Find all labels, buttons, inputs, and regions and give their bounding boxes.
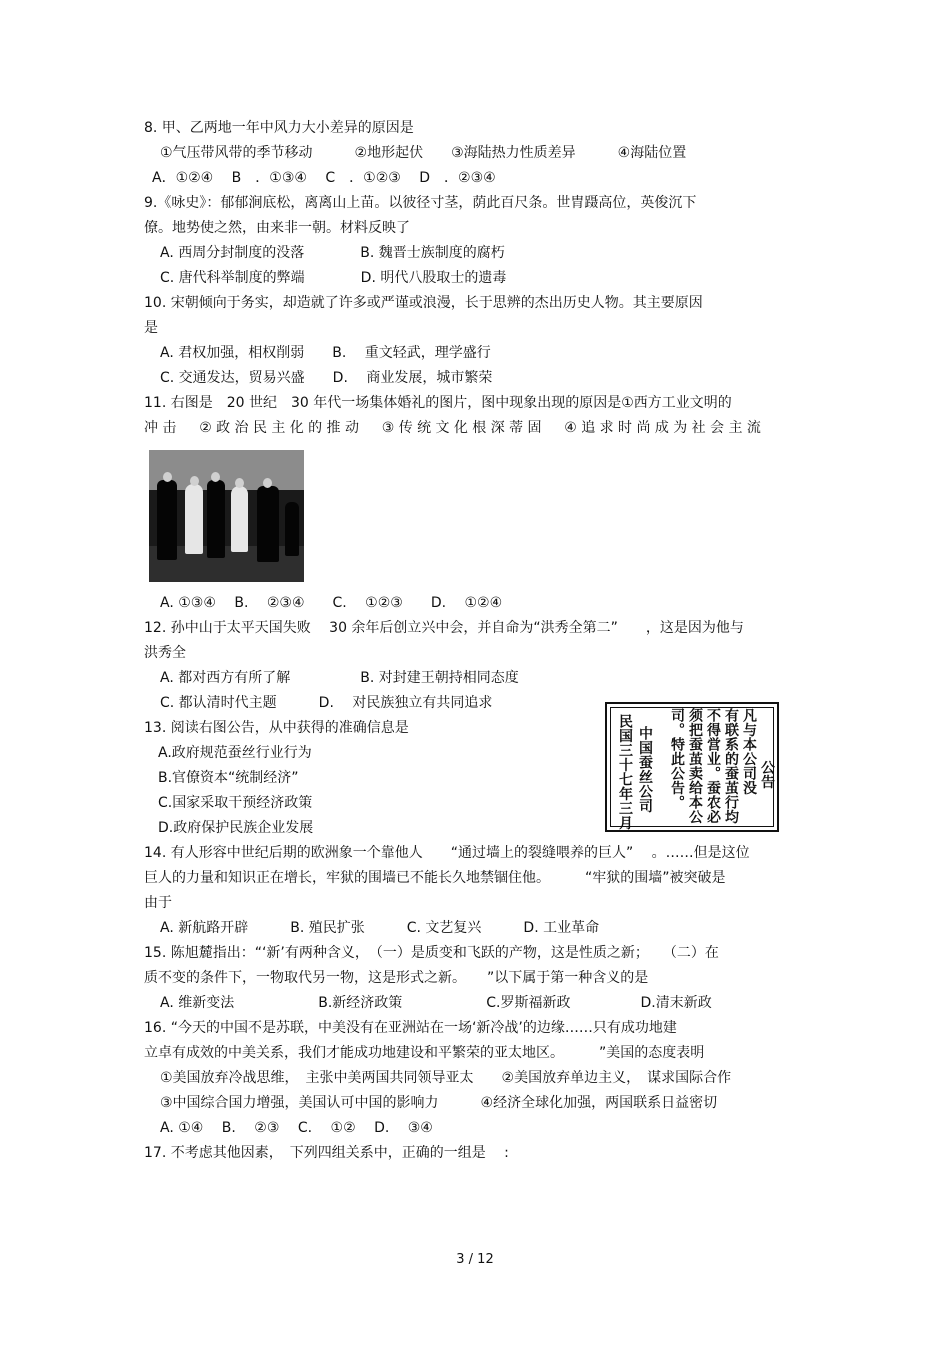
notice-issuer: 中国蚕丝公司 bbox=[637, 726, 653, 813]
question-10-options-cd: C. 交通发达，贸易兴盛 D. 商业发展，城市繁荣 bbox=[160, 370, 493, 386]
question-14-options: A. 新航路开辟 B. 殖民扩张 C. 文艺复兴 D. 工业革命 bbox=[160, 920, 600, 936]
question-11-stem-line2: 冲击 ②政治民主化的推动 ③传统文化根深蒂固 ④追求时尚成为社会主流 bbox=[144, 420, 766, 436]
page-number: 3 / 12 bbox=[456, 1252, 494, 1267]
question-15-options: A. 维新变法 B.新经济政策 C.罗斯福新政 D.清末新政 bbox=[160, 995, 712, 1011]
question-16-stem-line2: 立卓有成效的中美关系，我们才能成功地建设和平繁荣的亚太地区。 ”美国的态度表明 bbox=[144, 1045, 705, 1061]
notice-text-col5: 司。特此公告。 bbox=[669, 708, 685, 810]
question-16-statements-12: ①美国放弃冷战思维， 主张中美两国共同领导亚太 ②美国放弃单边主义， 谋求国际合作 bbox=[160, 1070, 732, 1086]
notice-text-col2: 有联系的蚕茧行均 bbox=[723, 708, 739, 824]
question-8-stem: 8. 甲、乙两地一年中风力大小差异的原因是 bbox=[144, 120, 414, 136]
question-9-stem-line2: 僚。地势使之然，由来非一朝。材料反映了 bbox=[144, 220, 410, 236]
question-10-stem-line2: 是 bbox=[144, 320, 158, 336]
question-11-options: A. ①③④ B. ②③④ C. ①②③ D. ①②④ bbox=[160, 595, 503, 611]
silk-company-notice bbox=[605, 702, 779, 832]
question-14-stem-line3: 由于 bbox=[144, 895, 172, 911]
question-8-options: A．①②④ B ．①③④ C ．①②③ D ．②③④ bbox=[152, 170, 496, 186]
question-15-stem-line1: 15. 陈旭麓指出：“‘新’有两种含义， （一）是质变和飞跃的产物，这是性质之新； （二）在 bbox=[144, 945, 719, 961]
question-9-stem-line1: 9.《咏史》：郁郁涧底松，离离山上苗。以彼径寸茎，荫此百尺条。世胄蹑高位，英俊沉下 bbox=[144, 195, 697, 211]
question-12-stem-line1: 12. 孙中山于太平天国失败 30 余年后创立兴中会，并自命为“洪秀全第二” ，这是因为他与 bbox=[144, 620, 744, 636]
question-8-statements: ①气压带风带的季节移动 ②地形起伏 ③海陆热力性质差异 ④海陆位置 bbox=[160, 145, 687, 161]
question-12-options-cd: C. 都认清时代主题 D. 对民族独立有共同追求 bbox=[160, 695, 493, 711]
question-15-stem-line2: 质不变的条件下，一物取代另一物，这是形式之新。 ”以下属于第一种含义的是 bbox=[144, 970, 649, 986]
question-13-stem: 13. 阅读右图公告，从中获得的准确信息是 bbox=[144, 720, 409, 736]
question-13-option-b: B.官僚资本“统制经济” bbox=[158, 770, 299, 786]
group-wedding-photo bbox=[149, 450, 304, 582]
question-12-options-ab: A. 都对西方有所了解 B. 对封建王朝持相同态度 bbox=[160, 670, 519, 686]
question-16-options: A. ①④ B. ②③ C. ①② D. ③④ bbox=[160, 1120, 433, 1136]
question-9-options-ab: A. 西周分封制度的没落 B. 魏晋士族制度的腐朽 bbox=[160, 245, 505, 261]
question-9-options-cd: C. 唐代科举制度的弊端 D. 明代八股取士的遗毒 bbox=[160, 270, 507, 286]
question-13-option-a: A.政府规范蚕丝行业行为 bbox=[158, 745, 312, 761]
notice-text-col3: 不得営业。蚕农必 bbox=[705, 708, 721, 824]
notice-title: 公告 bbox=[759, 760, 775, 789]
question-16-statements-34: ③中国综合国力增强，美国认可中国的影响力 ④经济全球化加强，两国联系日益密切 bbox=[160, 1095, 718, 1111]
question-13-option-c: C.国家采取干预经济政策 bbox=[158, 795, 313, 811]
question-11-stem-line1: 11. 右图是 20 世纪 30 年代一场集体婚礼的图片，图中现象出现的原因是①西方工业文明的 bbox=[144, 395, 732, 411]
question-14-stem-line1: 14. 有人形容中世纪后期的欧洲象一个靠他人 “通过墙上的裂缝喂养的巨人” 。……但是这位 bbox=[144, 845, 750, 861]
question-14-stem-line2: 巨人的力量和知识正在增长，牢狱的围墙已不能长久地禁锢住他。 “牢狱的围墙”被突破是 bbox=[144, 870, 726, 886]
question-17-stem: 17. 不考虑其他因素， 下列四组关系中，正确的一组是 : bbox=[144, 1145, 509, 1161]
notice-text-col1: 凡与本公司没 bbox=[741, 708, 757, 795]
question-13-option-d: D.政府保护民族企业发展 bbox=[158, 820, 314, 836]
question-12-stem-line2: 洪秀全 bbox=[144, 645, 186, 661]
question-16-stem-line1: 16. “今天的中国不是苏联，中美没有在亚洲站在一场‘新冷战’的边缘……只有成功地建 bbox=[144, 1020, 677, 1036]
notice-text-col4: 须把蚕茧卖给本公 bbox=[687, 708, 703, 824]
question-10-stem-line1: 10. 宋朝倾向于务实，却造就了许多或严谨或浪漫，长于思辨的杰出历史人物。其主要原因 bbox=[144, 295, 703, 311]
notice-date: 民国三十七年三月 bbox=[617, 714, 633, 830]
question-10-options-ab: A. 君权加强，相权削弱 B. 重文轻武，理学盛行 bbox=[160, 345, 491, 361]
